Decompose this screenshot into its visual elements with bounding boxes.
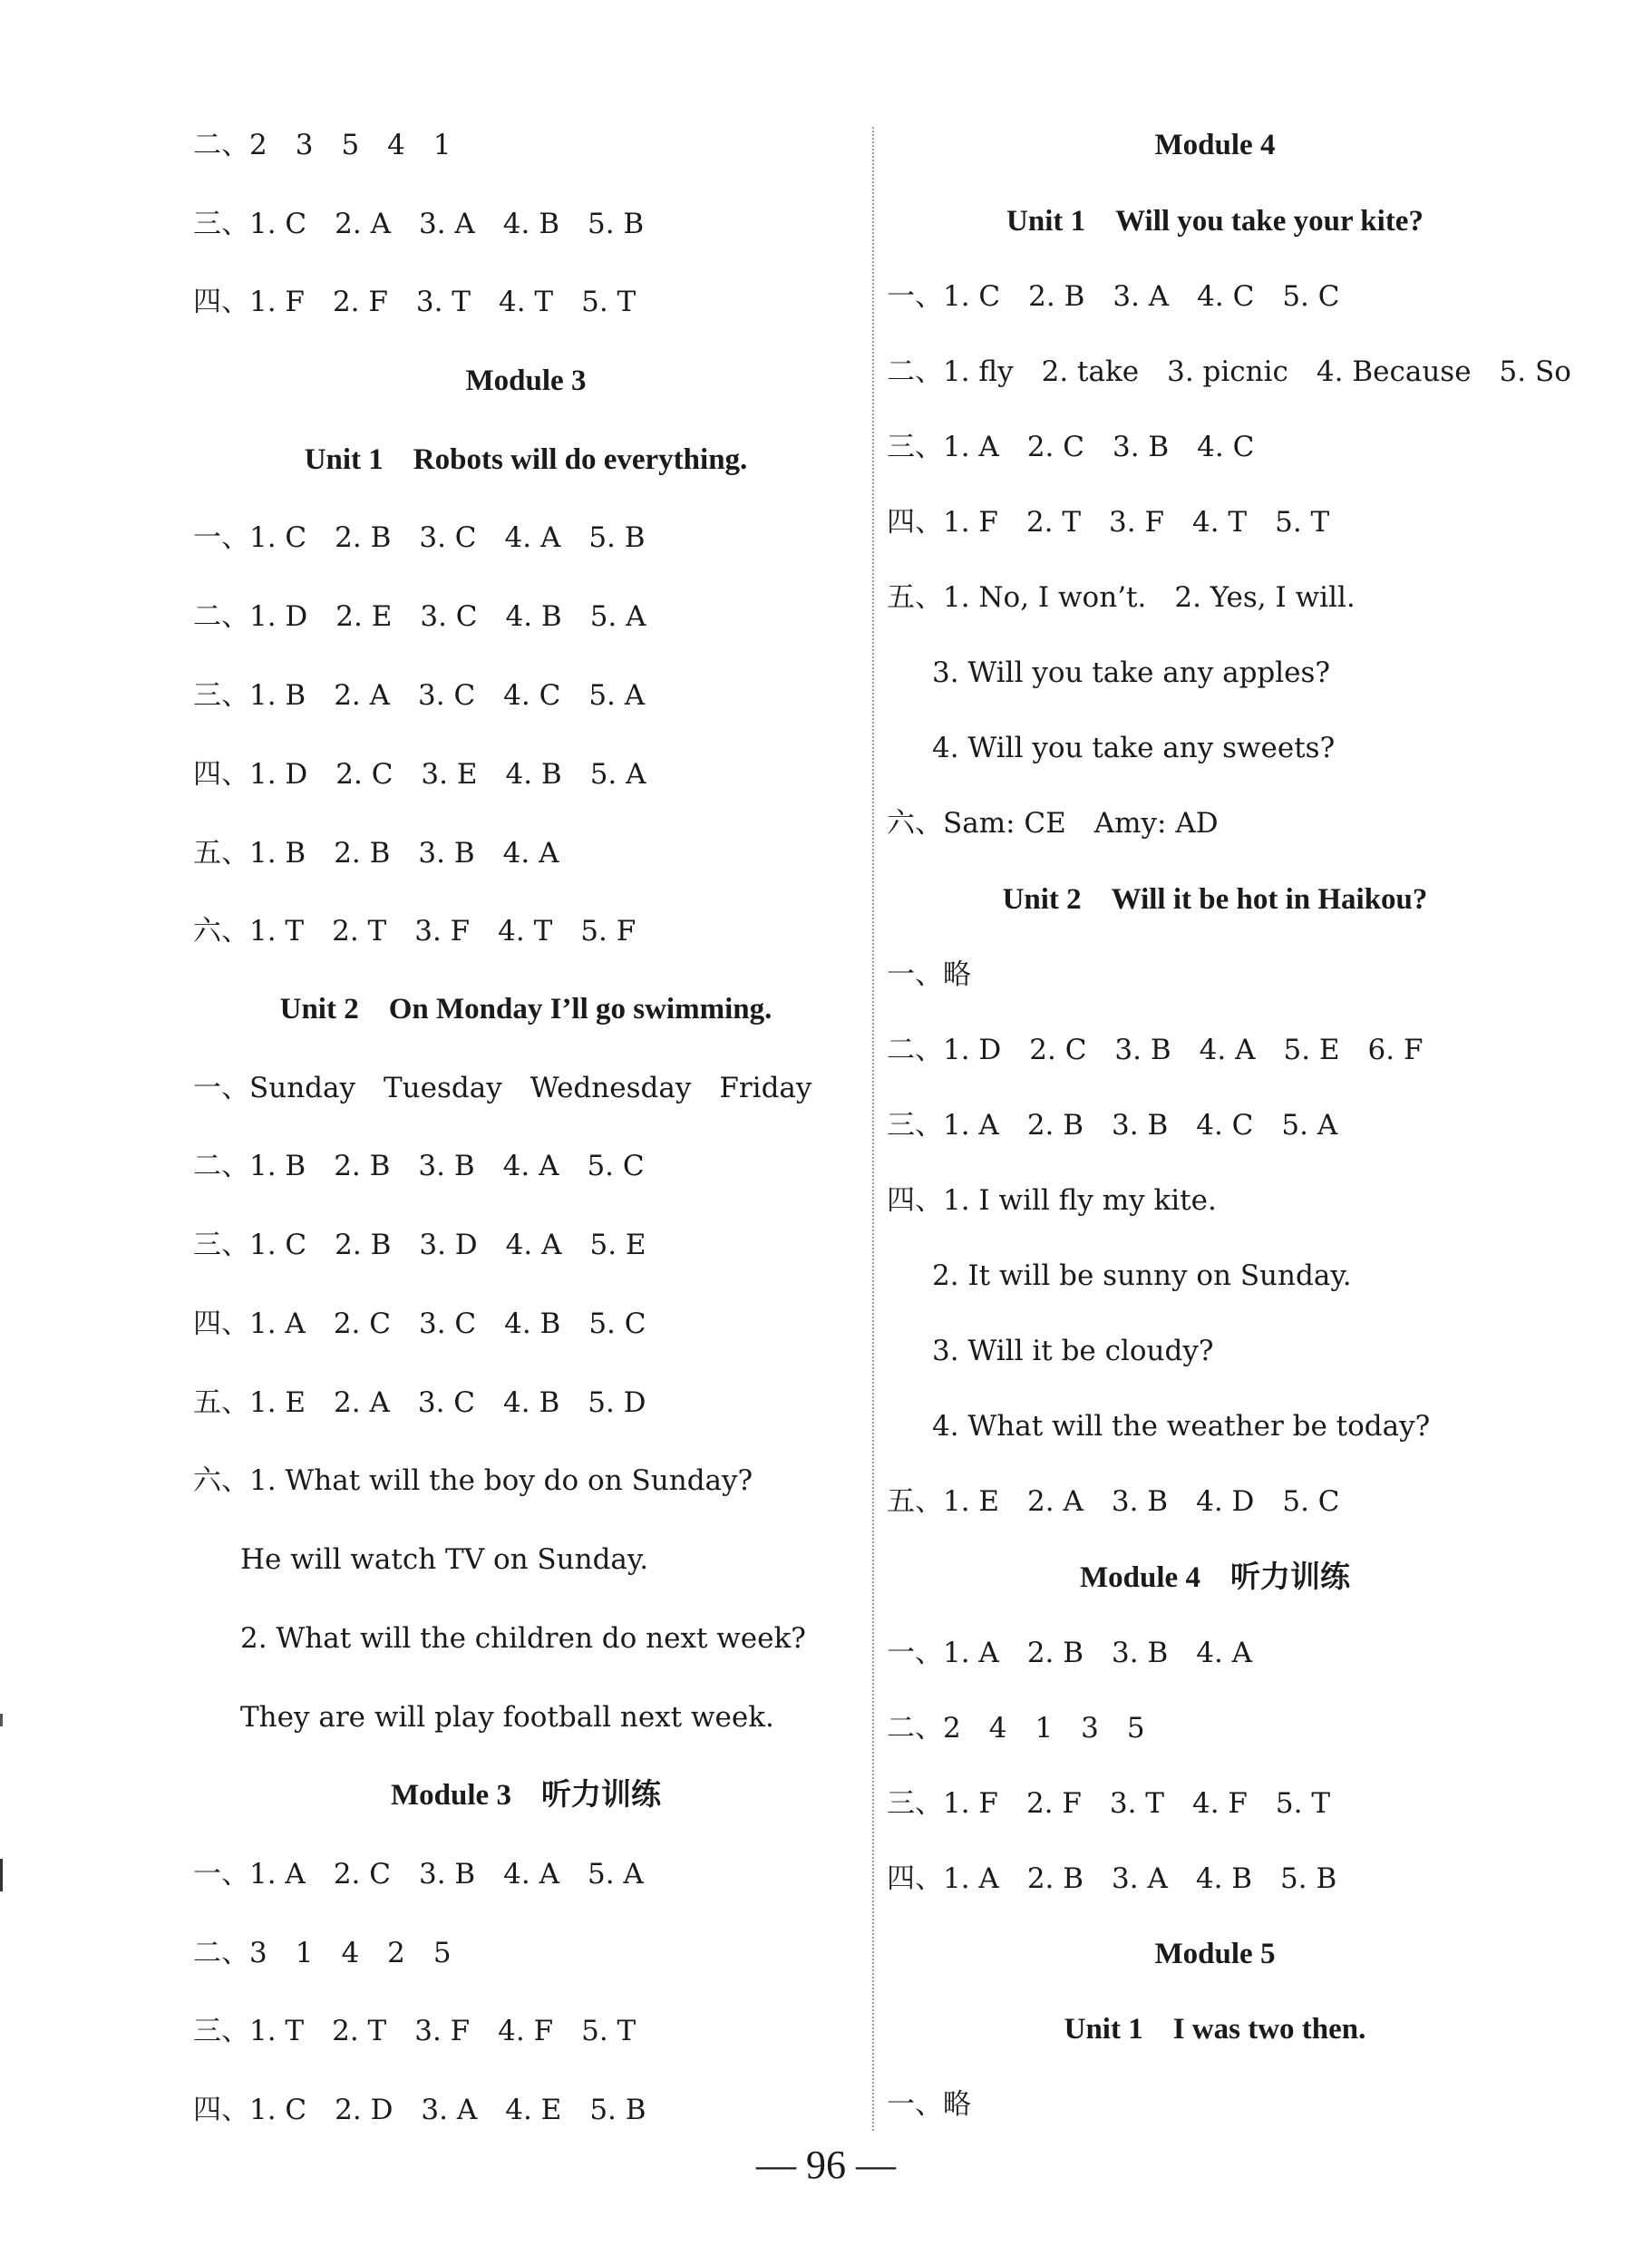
answer-line: 二、2 4 1 3 5 (887, 1712, 1145, 1745)
answer-line: 五、1. B 2. B 3. B 4. A (193, 837, 559, 870)
answer-line: 五、1. E 2. A 3. B 4. D 5. C (887, 1485, 1340, 1518)
answer-line: 4. What will the weather be today? (932, 1410, 1431, 1443)
answer-line: 二、1. B 2. B 3. B 4. A 5. C (193, 1150, 645, 1182)
answer-line: 二、3 1 4 2 5 (193, 1937, 452, 1969)
answer-line: 二、1. fly 2. take 3. picnic 4. Because 5. So (887, 355, 1571, 388)
answer-line: 二、1. D 2. C 3. B 4. A 5. E 6. F (887, 1034, 1424, 1066)
answer-line: 三、1. B 2. A 3. C 4. C 5. A (193, 679, 646, 712)
answer-line: 4. Will you take any sweets? (932, 732, 1336, 764)
answer-line: He will watch TV on Sunday. (240, 1543, 649, 1576)
answer-line: 四、1. A 2. B 3. A 4. B 5. B (887, 1862, 1337, 1895)
unit-heading: Unit 1 Robots will do everything. (304, 443, 748, 476)
answer-line: They are will play football next week. (240, 1701, 774, 1734)
answer-line: 四、1. C 2. D 3. A 4. E 5. B (193, 2094, 646, 2126)
answer-line: 二、1. D 2. E 3. C 4. B 5. A (193, 600, 646, 633)
answer-line: 四、1. I will fly my kite. (887, 1184, 1217, 1217)
answer-line: 四、1. F 2. F 3. T 4. T 5. T (193, 286, 637, 318)
answer-line: 三、1. C 2. A 3. A 4. B 5. B (193, 208, 645, 240)
answer-line: 2. It will be sunny on Sunday. (932, 1259, 1352, 1292)
answer-line: 三、1. C 2. B 3. D 4. A 5. E (193, 1229, 646, 1261)
answer-line: 六、1. What will the boy do on Sunday? (193, 1464, 753, 1497)
answer-line: 四、1. A 2. C 3. C 4. B 5. C (193, 1307, 646, 1340)
section-heading: Module 3 (465, 365, 587, 397)
section-heading: Module 4 听力训练 (1080, 1561, 1350, 1594)
unit-heading: Unit 1 I was two then. (1064, 2013, 1366, 2046)
unit-heading: Unit 2 On Monday I’ll go swimming. (279, 993, 773, 1026)
page-number: — 96 — (756, 2143, 896, 2187)
answer-line: 一、1. C 2. B 3. C 4. A 5. B (193, 521, 646, 554)
answer-line: 四、1. D 2. C 3. E 4. B 5. A (193, 758, 646, 791)
section-heading: Module 4 (1154, 129, 1276, 161)
answer-line: 一、略 (887, 958, 971, 991)
answer-line: 三、1. T 2. T 3. F 4. F 5. T (193, 2015, 637, 2047)
edge-mark (0, 1859, 3, 1891)
answer-line: 2. What will the children do next week? (240, 1622, 806, 1655)
answer-line: 五、1. No, I won’t. 2. Yes, I will. (887, 581, 1356, 614)
answer-line: 六、Sam: CE Amy: AD (887, 807, 1219, 840)
answer-line: 一、1. A 2. C 3. B 4. A 5. A (193, 1858, 644, 1891)
answer-line: 3. Will it be cloudy? (932, 1335, 1214, 1367)
answer-line: 五、1. E 2. A 3. C 4. B 5. D (193, 1386, 646, 1419)
answer-line: 一、1. A 2. B 3. B 4. A (887, 1637, 1253, 1669)
edge-mark (0, 1714, 3, 1726)
answer-line: 一、Sunday Tuesday Wednesday Friday (193, 1072, 812, 1104)
answer-line: 四、1. F 2. T 3. F 4. T 5. T (887, 506, 1330, 539)
answer-line: 一、略 (887, 2088, 971, 2121)
answer-line: 3. Will you take any apples? (932, 656, 1331, 689)
unit-heading: Unit 2 Will it be hot in Haikou? (1002, 883, 1428, 916)
unit-heading: Unit 1 Will you take your kite? (1006, 205, 1424, 238)
answer-line: 二、2 3 5 4 1 (193, 129, 452, 161)
answer-line: 三、1. F 2. F 3. T 4. F 5. T (887, 1787, 1331, 1820)
answer-line: 六、1. T 2. T 3. F 4. T 5. F (193, 915, 637, 948)
answer-line: 三、1. A 2. B 3. B 4. C 5. A (887, 1109, 1338, 1142)
section-heading: Module 3 听力训练 (391, 1779, 661, 1812)
answer-line: 一、1. C 2. B 3. A 4. C 5. C (887, 280, 1340, 313)
section-heading: Module 5 (1154, 1938, 1276, 1970)
column-divider (872, 127, 874, 2131)
answer-line: 三、1. A 2. C 3. B 4. C (887, 431, 1255, 463)
